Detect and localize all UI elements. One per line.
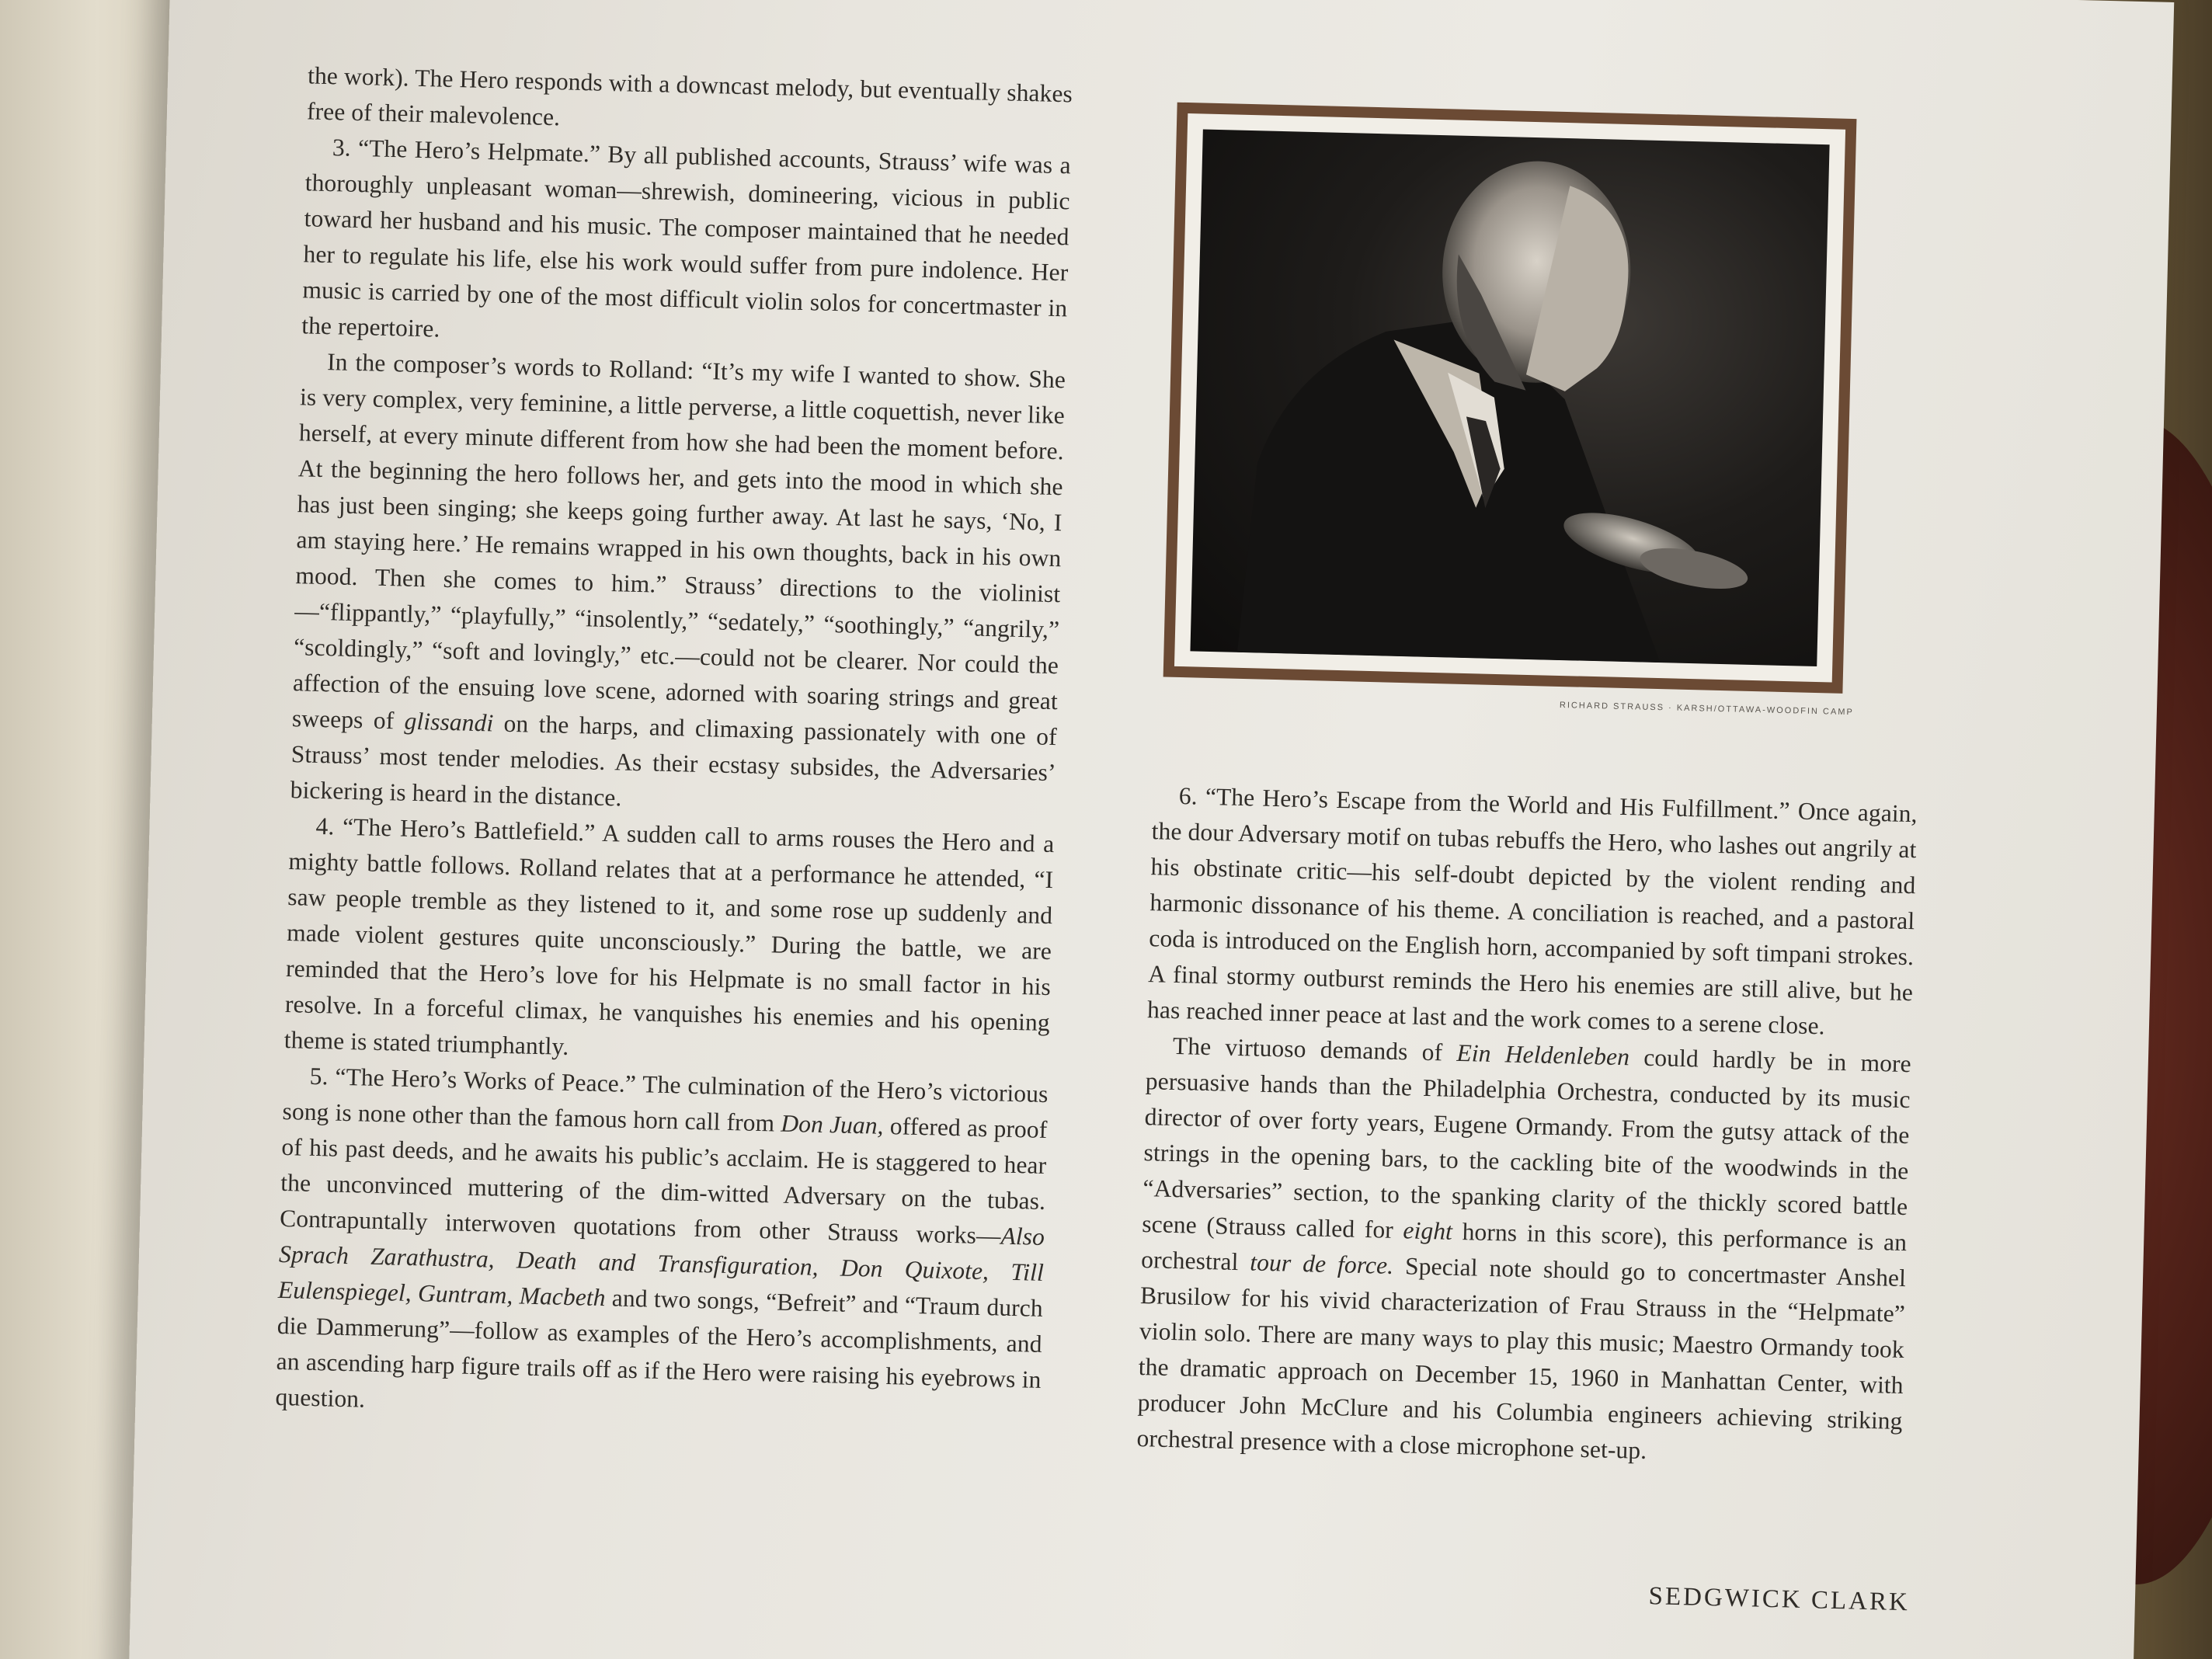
heldenleben-italic: Ein Heldenleben — [1456, 1038, 1630, 1071]
liner-notes-page — [128, 0, 2174, 1659]
author-signature: SEDGWICK CLARK — [1648, 1582, 1911, 1617]
works-list-italic: Also Sprach Zarathustra, Death and Transfiguration, Don Quixote, Till Eulenspiegel, Guntram, Macbeth — [277, 1222, 1045, 1312]
paragraph-escape: 6. “The Hero’s Escape from the World and His Fulfillment.” Once again, the dour Adversary motif on tubas rebuffs the Hero, who lashes out angrily at his obstinate critic—his self-doubt depicted by the violent rending and harmonic dissonance of his theme. A conciliation is reached, and a pastoral coda is introduced on the English horn, accompanied by soft timpani strokes. A final stormy outburst reminds the Hero his enemies are still alive, but he has reached inner peace at last and the work comes to a serene close. — [1146, 782, 1918, 1040]
portrait-illustration — [1190, 130, 1829, 667]
rolland-text-end: on the harps, and climaxing passionately with one of Strauss’ most tender melodies. As their ecstasy subsides, the Adversaries’ bickering is heard in the distance. — [290, 709, 1058, 812]
glissandi-italic: glissandi — [404, 707, 494, 737]
paragraph-performance — [1136, 1028, 1911, 1475]
strauss-portrait — [1190, 130, 1829, 667]
peace-text-start: 5. “The Hero’s Works of Peace.” The culmination of the Hero’s victorious song is none other than the famous horn call from — [282, 1062, 1049, 1137]
paragraph-helpmate: 3. “The Hero’s Helpmate.” By all published accounts, Strauss’ wife was a thoroughly unpleasant woman—shrewish, domineering, vicious in public toward her husband and his music. The composer maintained that he needed her to regulate his life, else his work would suffer from pure indolence. Her music is carried by one of the most difficult violin solos for concertmaster in the repertoire. — [301, 134, 1072, 343]
photo-credit: RICHARD STRAUSS · KARSH/OTTAWA-WOODFIN CAMP — [1559, 700, 1854, 718]
rolland-text: In the composer’s words to Rolland: “It’s my wife I wanted to show. She is very complex, very feminine, a little perverse, a little coquettish, never like herself, at every minute different from how she had been the moment before. At the beginning the hero follows her, and gets into the mood in which she has just been singing; she keeps going further away. At last he says, ‘No, I am staying here.’ He remains wrapped in his own thoughts, back in his own mood. Then she comes to him.” Strauss’ directions to the violinist—“flippantly,” “playfully,” “insolently,” “sedately,” “soothingly,” “angrily,” “scoldingly,” “soft and lovingly,” etc.—could not be clearer. Nor could the affection of the ensuing love scene, adorned with soaring strings and great sweeps of — [291, 348, 1066, 735]
peace-text-mid: offered as proof of his past deeds, and he awaits his public’s acclaim. He is staggered to hear the unconvinced muttering of the dim-witted Adversary on the tubas. Contrapuntally interwoven quotations from other Strauss works— — [279, 1112, 1048, 1250]
paragraph-continuation: the work). The Hero responds with a downcast melody, but eventually shakes free of their malevolence. — [306, 61, 1073, 131]
photo-frame — [1163, 103, 1857, 694]
performance-text-a: could hardly be in more persuasive hands than the Philadelphia Orchestra, conducted by its music director of over forty years, Eugene Ormandy. From the gutsy attack of the strings in the opening bars, to the cackling bite of the woodwinds in the “Adversaries” section, to the spanking clarity of the thickly scored battle scene (Strauss called for — [1141, 1043, 1912, 1243]
peace-text-end: and two songs, “Befreit” and “Traum durch die Dammerung”—follow as examples of the Hero’s accomplishments, and an ascending harp figure trails off as if the Hero were raising his eyebrows in question. — [275, 1284, 1044, 1413]
performance-text-b: horns in this score), this performance is an orchestral — [1140, 1218, 1908, 1276]
don-juan-italic: Don Juan, — [780, 1109, 885, 1139]
eight-italic: eight — [1403, 1216, 1453, 1245]
paragraph-rolland-quote — [290, 343, 1066, 826]
paragraph-works-of-peace — [275, 1058, 1049, 1434]
performance-text-end: Special note should go to concertmaster Anshel Brusilow for his vivid characterization of Frau Strauss in the “Helpmate” violin solo. There are many ways to play this music; Maestro Ormandy took the dramatic approach on December 15, 1960 in Manhattan Center, with producer John McClure and his Columbia engineers achieving striking orchestral presence with a close microphone set-up. — [1136, 1252, 1907, 1464]
left-text-column — [275, 57, 1073, 1434]
right-text-column — [1136, 777, 1918, 1475]
performance-text-start: The virtuoso demands of — [1172, 1031, 1443, 1066]
tour-de-force-italic: tour de force. — [1249, 1248, 1394, 1279]
paragraph-battlefield: 4. “The Hero’s Battlefield.” A sudden call to arms rouses the Hero and a mighty battle follows. Rolland relates that at a performance he attended, “I saw people tremble as they listened to it, and some rose up suddenly and made violent gestures quite unconsciously.” During the battle, we are reminded that the Hero’s love for his Helpmate is no small factor in his resolve. In a forceful climax, he vanquishes his enemies and his opening theme is stated triumphantly. — [283, 812, 1055, 1060]
photo-mat — [1174, 113, 1845, 682]
